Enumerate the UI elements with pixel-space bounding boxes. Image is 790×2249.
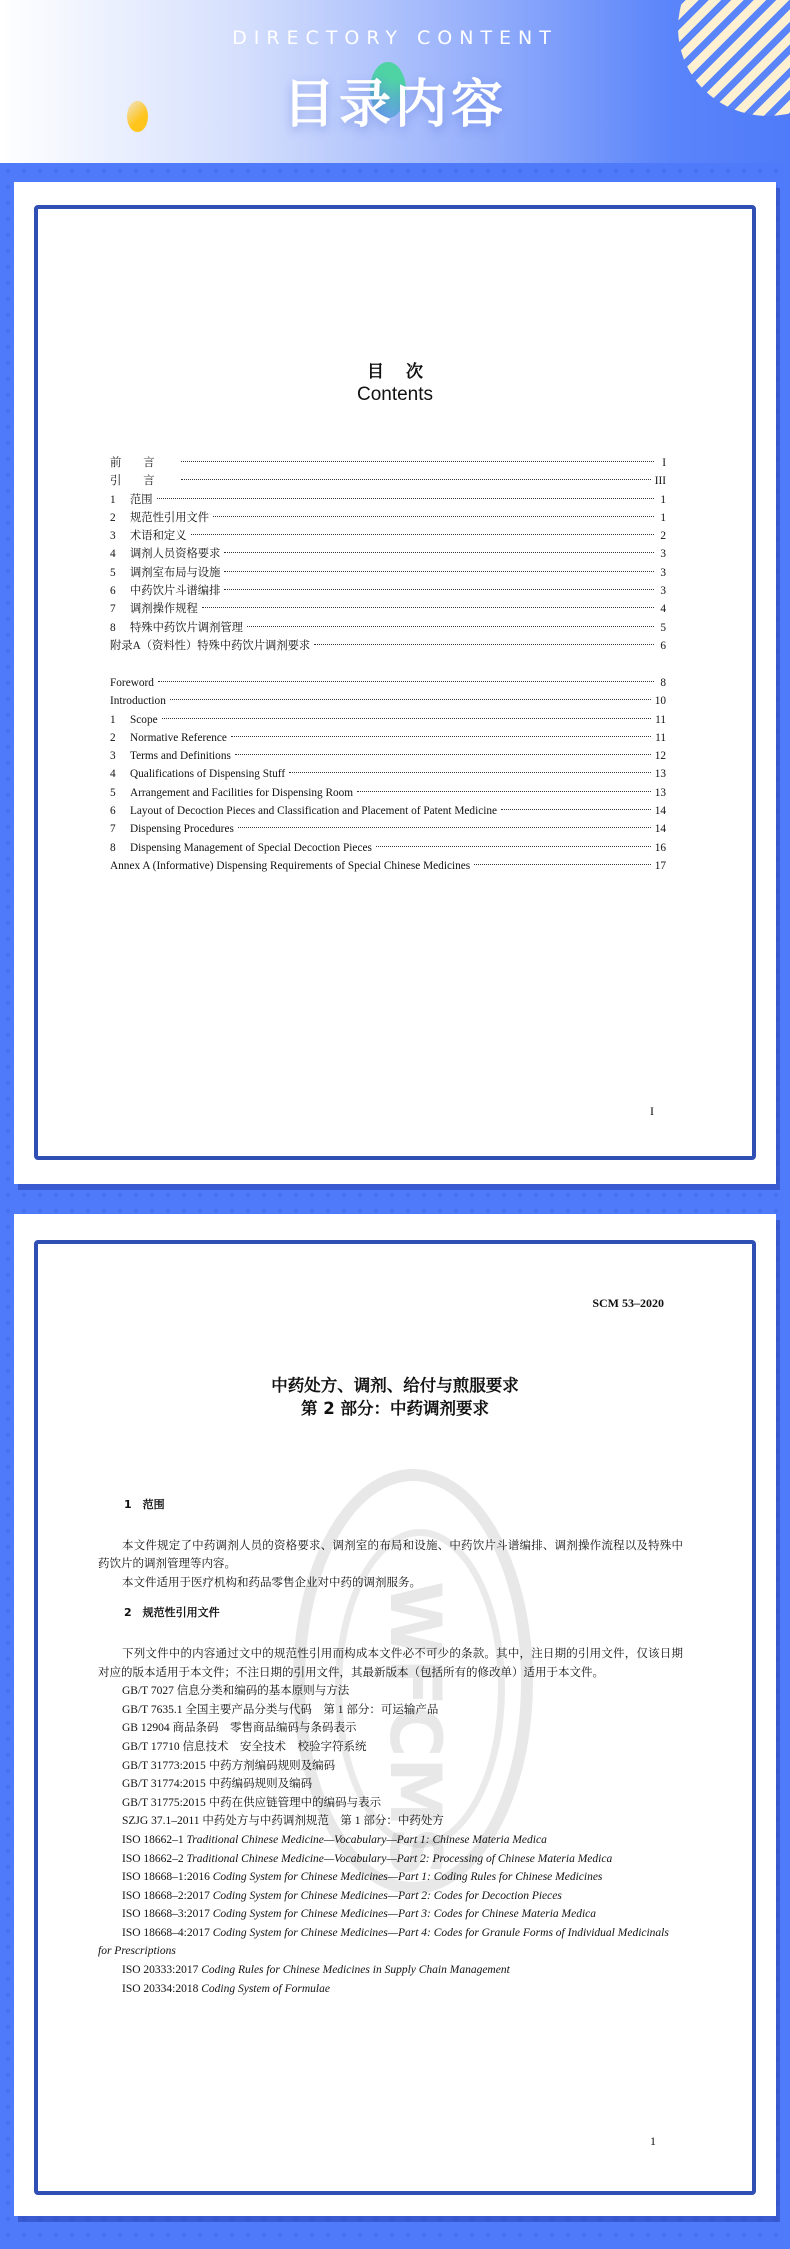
toc-entry-label: 调剂人员资格要求 [130, 548, 221, 561]
toc-entry[interactable] [110, 527, 666, 545]
dot-leader [224, 552, 654, 553]
toc-entry-page: 1 [660, 493, 666, 506]
reference-code: ISO 18668–2:2017 [122, 1889, 210, 1902]
dot-leader [158, 681, 654, 682]
dot-leader [181, 479, 651, 480]
toc-entry-number: 2 [110, 511, 116, 524]
toc-entry-label: 中药饮片斗谱编排 [130, 585, 221, 598]
toc-entry-number: 1 [110, 493, 116, 506]
toc-entry-label: Dispensing Procedures [130, 823, 234, 836]
reference-code: ISO 20334:2018 [122, 1982, 199, 1995]
toc-entry-label: 范围 [130, 493, 153, 506]
toc-entry-label: 术语和定义 [130, 530, 187, 543]
toc-entry-label: Arrangement and Facilities for Dispensing Room [130, 786, 354, 799]
toc-entry-page: 10 [654, 695, 666, 708]
dot-leader [191, 534, 655, 535]
dot-leader [224, 571, 654, 572]
reference-title: Coding System for Chinese Medicines—Part 2: Codes for Decoction Pieces [212, 1889, 562, 1902]
reference-item [98, 1924, 683, 1961]
reference-code: ISO 20333:2017 [122, 1964, 199, 1977]
section-heading-normative-references: 2 规范性引用文件 [124, 1606, 220, 1620]
document-code: SCM 53–2020 [592, 1296, 664, 1310]
toc-entry-label: Layout of Decoction Pieces and Classification and Placement of Patent Medicine [130, 805, 498, 818]
reference-item [98, 1812, 683, 1831]
reference-title: Coding Rules for Chinese Medicines in Supply Chain Management [201, 1964, 510, 1977]
toc-entry[interactable] [110, 765, 666, 783]
dot-leader [235, 754, 651, 755]
reference-code: GB/T 31775:2015 [122, 1796, 206, 1809]
toc-entry-number: 3 [110, 750, 116, 763]
dot-leader [238, 827, 651, 828]
toc-entry[interactable] [110, 491, 666, 509]
toc-entry[interactable] [110, 692, 666, 710]
toc-entry-label: 引言 [110, 475, 177, 488]
section-heading-scope: 1 范围 [124, 1498, 165, 1511]
reference-title: Coding System for Chinese Medicines—Part 4: Codes for Granule Forms of Individual Medicinals for Prescriptions [98, 1926, 669, 1958]
toc-entry-label: Annex A (Informative) Dispensing Requirements of Special Chinese Medicines [110, 859, 471, 872]
reference-item [98, 1980, 683, 1999]
reference-item [98, 1850, 683, 1869]
watermark-logo: WFCMS [374, 1581, 456, 1878]
toc-entry-page: 2 [660, 530, 666, 543]
toc-entry-number: 8 [110, 841, 116, 854]
reference-title: 信息技术 安全技术 校验字符系统 [182, 1740, 367, 1753]
reference-item [98, 1794, 683, 1813]
document-title-line2: 第 2 部分：中药调剂要求 [301, 1399, 489, 1418]
reference-item [98, 1887, 683, 1906]
reference-item [98, 1961, 683, 1980]
toc-entry-page: I [662, 457, 666, 469]
toc-entry[interactable] [110, 582, 666, 600]
toc-entry[interactable] [110, 472, 666, 490]
reference-title: 全国主要产品分类与代码 第 1 部分：可运输产品 [185, 1703, 439, 1716]
toc-entry[interactable] [110, 600, 666, 618]
page-header [0, 0, 790, 163]
reference-code: ISO 18668–1:2016 [122, 1871, 210, 1884]
toc-list-chinese [110, 454, 666, 655]
dot-leader [289, 772, 651, 773]
reference-title: Coding System for Chinese Medicines—Part 3: Codes for Chinese Materia Medica [212, 1908, 597, 1921]
reference-item [98, 1775, 683, 1794]
toc-entry[interactable] [110, 820, 666, 838]
toc-entry-number: 6 [110, 805, 116, 818]
toc-page-frame [34, 205, 756, 1160]
reference-title: 商品条码 零售商品编码与条码表示 [172, 1722, 357, 1735]
dot-leader [181, 461, 654, 462]
dot-leader [474, 864, 651, 865]
scope-paragraph-1: 本文件规定了中药调剂人员的资格要求、调剂室的布局和设施、中药饮片斗谱编排、调剂操作流程以及特殊中药饮片的调剂管理等内容。 [98, 1539, 683, 1571]
toc-entry-page: 8 [660, 677, 666, 689]
toc-entry-number: 2 [110, 731, 116, 744]
reference-code: GB/T 7635.1 [122, 1703, 183, 1716]
scope-paragraph-2: 本文件适用于医疗机构和药品零售企业对中药的调剂服务。 [122, 1576, 421, 1589]
toc-entry-number: 5 [110, 566, 116, 579]
toc-entry-label: 调剂室布局与设施 [130, 566, 221, 579]
toc-entry-number: 8 [110, 621, 116, 634]
reference-item [98, 1682, 683, 1701]
toc-entry[interactable] [110, 674, 666, 692]
toc-entry-page: 11 [655, 713, 666, 726]
toc-entry-page: 6 [660, 639, 666, 652]
toc-entry-number: 3 [110, 530, 116, 543]
toc-entry-page: 17 [654, 859, 666, 872]
reference-item [98, 1757, 683, 1776]
dot-leader [247, 626, 654, 627]
toc-entry-number: 6 [110, 585, 116, 598]
toc-entry-page: 3 [660, 548, 666, 561]
toc-heading [38, 357, 752, 406]
toc-title-cn: 目次 [367, 362, 445, 381]
toc-list-english [110, 674, 666, 875]
toc-entry-page: 5 [660, 621, 666, 634]
toc-entry-label: 附录A（资料性）特殊中药饮片调剂要求 [110, 639, 311, 652]
reference-item [98, 1905, 683, 1924]
toc-entry-page: 14 [654, 805, 666, 818]
toc-entry-label: Terms and Definitions [130, 750, 231, 763]
toc-entry-number: 7 [110, 823, 116, 836]
toc-entry-label: Scope [130, 713, 158, 726]
toc-entry[interactable] [110, 564, 666, 582]
toc-entry[interactable] [110, 729, 666, 747]
reference-code: ISO 18668–3:2017 [122, 1908, 210, 1921]
reference-code: GB/T 17710 [122, 1740, 180, 1753]
toc-entry-label: Dispensing Management of Special Decoction Pieces [130, 841, 372, 854]
document-title-line1: 中药处方、调剂、给付与煎服要求 [271, 1376, 519, 1395]
toc-entry-label: Normative Reference [130, 731, 227, 744]
reference-item [98, 1719, 683, 1738]
page-number: 1 [650, 2134, 656, 2148]
document-page-card [14, 1214, 776, 2216]
toc-entry[interactable] [110, 454, 666, 472]
reference-title: 中药方剂编码规则及编码 [208, 1759, 336, 1772]
reference-title: Traditional Chinese Medicine—Vocabulary—Part 2: Processing of Chinese Materia Medica [186, 1852, 613, 1865]
toc-entry[interactable] [110, 784, 666, 802]
reference-code: ISO 18662–1 [122, 1833, 184, 1846]
dot-leader [314, 644, 654, 645]
toc-entry[interactable] [110, 802, 666, 820]
toc-entry-page: 4 [660, 603, 666, 616]
dot-leader [231, 736, 651, 737]
reference-title: 中药在供应链管理中的编码与表示 [208, 1796, 382, 1809]
toc-entry[interactable] [110, 545, 666, 563]
toc-entry-number: 4 [110, 548, 116, 561]
reference-code: GB 12904 [122, 1722, 170, 1735]
toc-entry-page: 14 [654, 823, 666, 836]
dot-leader [357, 791, 651, 792]
toc-entry-label: 前言 [110, 457, 177, 469]
reference-item [98, 1868, 683, 1887]
toc-entry[interactable] [110, 637, 666, 655]
dot-leader [213, 516, 654, 517]
reference-item [98, 1701, 683, 1720]
toc-entry-number: 4 [110, 768, 116, 781]
toc-entry[interactable] [110, 711, 666, 729]
toc-entry-page: 12 [654, 750, 666, 763]
dot-leader [376, 846, 651, 847]
toc-entry-number: 5 [110, 786, 116, 799]
toc-entry[interactable] [110, 619, 666, 637]
dot-leader [157, 498, 654, 499]
document-title [38, 1374, 752, 1420]
dot-leader [224, 589, 654, 590]
toc-entry-page: III [654, 475, 666, 488]
reference-item [98, 1831, 683, 1850]
toc-entry-page: 16 [654, 841, 666, 854]
toc-page-card [14, 182, 776, 1184]
toc-entry-label: 规范性引用文件 [130, 511, 210, 524]
toc-entry-label: Foreword [110, 677, 154, 689]
reference-code: GB/T 7027 [122, 1685, 174, 1698]
toc-entry-label: 特殊中药饮片调剂管理 [130, 621, 243, 634]
reference-title: 信息分类和编码的基本原则与方法 [176, 1685, 350, 1698]
toc-entry-label: Qualifications of Dispensing Stuff [130, 768, 286, 781]
toc-entry-page: 13 [654, 768, 666, 781]
references-intro-paragraph: 下列文件中的内容通过文中的规范性引用而构成本文件必不可少的条款。其中，注日期的引用文件，仅该日期对应的版本适用于本文件；不注日期的引用文件，其最新版本（包括所有的修改单）适用于本文件。 [98, 1647, 683, 1679]
reference-code: ISO 18668–4:2017 [122, 1926, 210, 1939]
toc-entry-number: 1 [110, 713, 116, 726]
toc-entry-label: Introduction [110, 695, 166, 708]
dot-leader [162, 718, 652, 719]
page-number: I [650, 1104, 654, 1118]
reference-code: GB/T 31774:2015 [122, 1778, 206, 1791]
reference-code: SZJG 37.1–2011 [122, 1815, 200, 1828]
toc-title-en: Contents [356, 384, 434, 405]
toc-entry[interactable] [110, 839, 666, 857]
toc-entry[interactable] [110, 857, 666, 875]
dot-leader [170, 699, 651, 700]
toc-entry-page: 1 [660, 511, 666, 524]
toc-entry-number: 7 [110, 603, 116, 616]
toc-entry-page: 3 [660, 585, 666, 598]
toc-entry-label: 调剂操作规程 [130, 603, 198, 616]
document-page-frame [34, 1240, 756, 2195]
dot-leader [202, 607, 654, 608]
toc-entry[interactable] [110, 509, 666, 527]
dot-leader [501, 809, 651, 810]
toc-entry-page: 11 [655, 731, 666, 744]
header-title: 目录内容 [282, 75, 507, 135]
reference-title: Coding System for Chinese Medicines—Part 1: Coding Rules for Chinese Medicines [212, 1871, 603, 1884]
reference-title: Traditional Chinese Medicine—Vocabulary—Part 1: Chinese Materia Medica [186, 1833, 547, 1846]
reference-title: 中药编码规则及编码 [208, 1778, 313, 1791]
reference-item [98, 1738, 683, 1757]
header-subtitle: DIRECTORY CONTENT [232, 27, 558, 49]
reference-code: GB/T 31773:2015 [122, 1759, 206, 1772]
reference-title: Coding System of Formulae [201, 1982, 330, 1995]
reference-list [98, 1682, 683, 1998]
toc-entry[interactable] [110, 747, 666, 765]
toc-entry-page: 3 [660, 566, 666, 579]
reference-code: ISO 18662–2 [122, 1852, 184, 1865]
toc-entry-page: 13 [654, 786, 666, 799]
document-body [98, 1496, 683, 1998]
reference-title: 中药处方与中药调剂规范 第 1 部分：中药处方 [202, 1815, 444, 1828]
